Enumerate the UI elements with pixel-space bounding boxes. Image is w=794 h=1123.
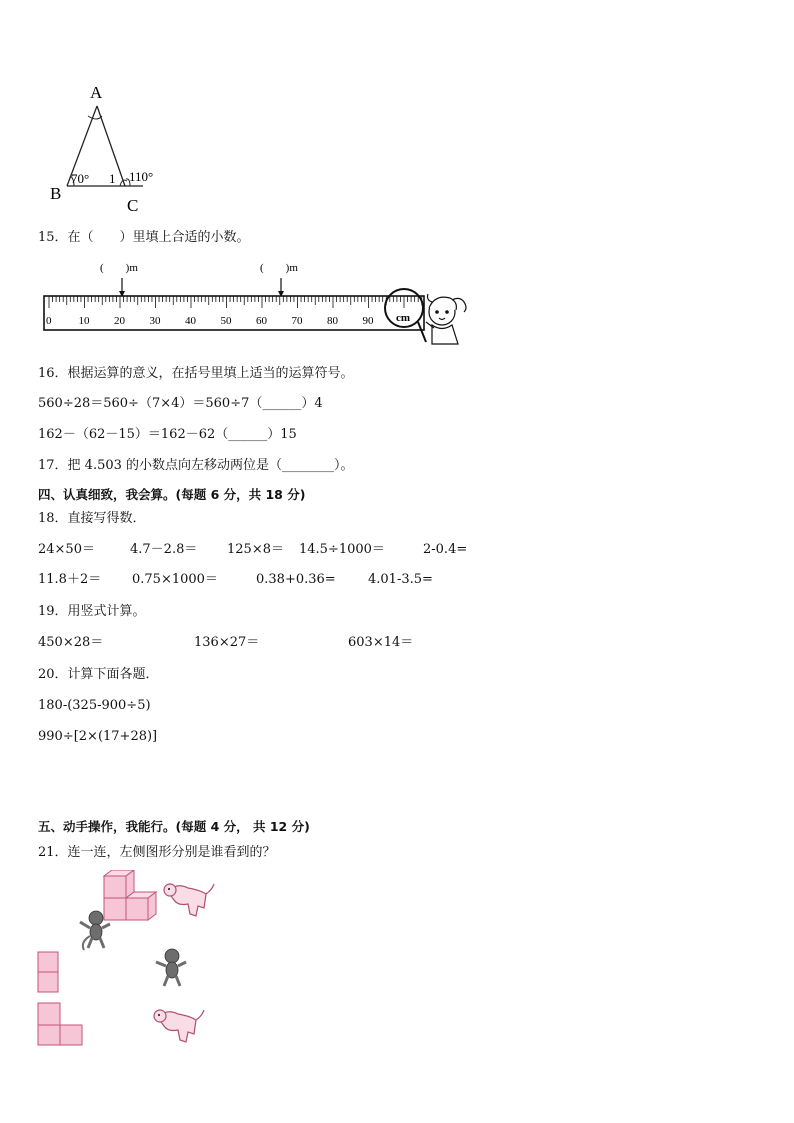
vertex-c-label: C: [127, 196, 139, 215]
angle-b-label: 70°: [71, 171, 90, 186]
ruler-figure: [40, 258, 480, 350]
q18-item: 4.7－2.8＝: [130, 542, 198, 557]
ruler-marker-1-label: ( )m: [100, 262, 138, 274]
q16-line-2: 162－（62－15）＝162－62（______）15: [38, 427, 297, 442]
vertex-a-label: A: [90, 83, 103, 102]
question-16: 16．根据运算的意义，在括号里填上适当的运算符号。: [38, 366, 354, 381]
ruler-unit-label: cm: [396, 312, 411, 324]
ruler-tick-label: 70: [291, 315, 303, 327]
section-5-title: 五、动手操作，我能行。(每题 4 分， 共 12 分): [38, 819, 310, 834]
vertex-b-label: B: [50, 184, 62, 203]
question-17: 17．把 4.503 的小数点向左移动两位是（________）。: [38, 458, 354, 473]
question-20: 20．计算下面各题．: [38, 667, 159, 682]
ruler-tick-label: 0: [46, 315, 52, 327]
ruler-marker-2-label: ( )m: [260, 262, 298, 274]
question-21: 21．连一连，左侧图形分别是谁看到的？: [38, 845, 276, 860]
q19-item: 136×27＝: [194, 635, 260, 650]
q18-item: 14.5÷1000＝: [299, 542, 385, 557]
girl-illustration: [426, 294, 466, 344]
q18-item: 4.01-3.5=: [368, 572, 433, 587]
ruler-tick-label: 30: [149, 315, 161, 327]
monkey-icon: [156, 949, 186, 986]
q21-figure: [36, 870, 236, 1055]
q20-line-1: 180-(325-900÷5): [38, 698, 151, 713]
dog-icon: [164, 884, 214, 916]
angle-1-label: 1: [109, 171, 116, 186]
q19-item: 450×28＝: [38, 635, 104, 650]
question-18: 18．直接写得数．: [38, 511, 146, 526]
ruler-tick-label: 40: [185, 315, 196, 327]
view-shape-2: [38, 1003, 82, 1045]
question-19: 19．用竖式计算。: [38, 604, 146, 619]
triangle-figure: [40, 78, 180, 218]
ruler-tick-label: 80: [327, 315, 338, 327]
cube-stack: [104, 870, 156, 920]
q18-item: 11.8＋2＝: [38, 572, 102, 587]
dog-icon: [154, 1010, 204, 1042]
q18-item: 125×8＝: [227, 542, 284, 557]
view-shape-1: [38, 952, 58, 992]
q19-item: 603×14＝: [348, 635, 414, 650]
angle-exterior-label: 110°: [129, 169, 154, 184]
q18-item: 2-0.4=: [423, 542, 468, 557]
ruler-tick-label: 10: [78, 315, 90, 327]
ruler-tick-label: 20: [114, 315, 125, 327]
q18-item: 0.38+0.36=: [256, 572, 336, 587]
q16-line-1: 560÷28＝560÷（7×4）＝560÷7（______）4: [38, 396, 323, 411]
section-4-title: 四、认真细致，我会算。(每题 6 分，共 18 分): [38, 487, 306, 502]
ruler-tick-label: 90: [362, 315, 374, 327]
q20-line-2: 990÷[2×(17+28)]: [38, 729, 158, 744]
q18-item: 24×50＝: [38, 542, 95, 557]
question-15: 15．在（ ）里填上合适的小数。: [38, 230, 250, 245]
ruler-tick-label: 50: [220, 315, 232, 327]
q18-item: 0.75×1000＝: [132, 572, 218, 587]
ruler-tick-label: 60: [256, 315, 267, 327]
